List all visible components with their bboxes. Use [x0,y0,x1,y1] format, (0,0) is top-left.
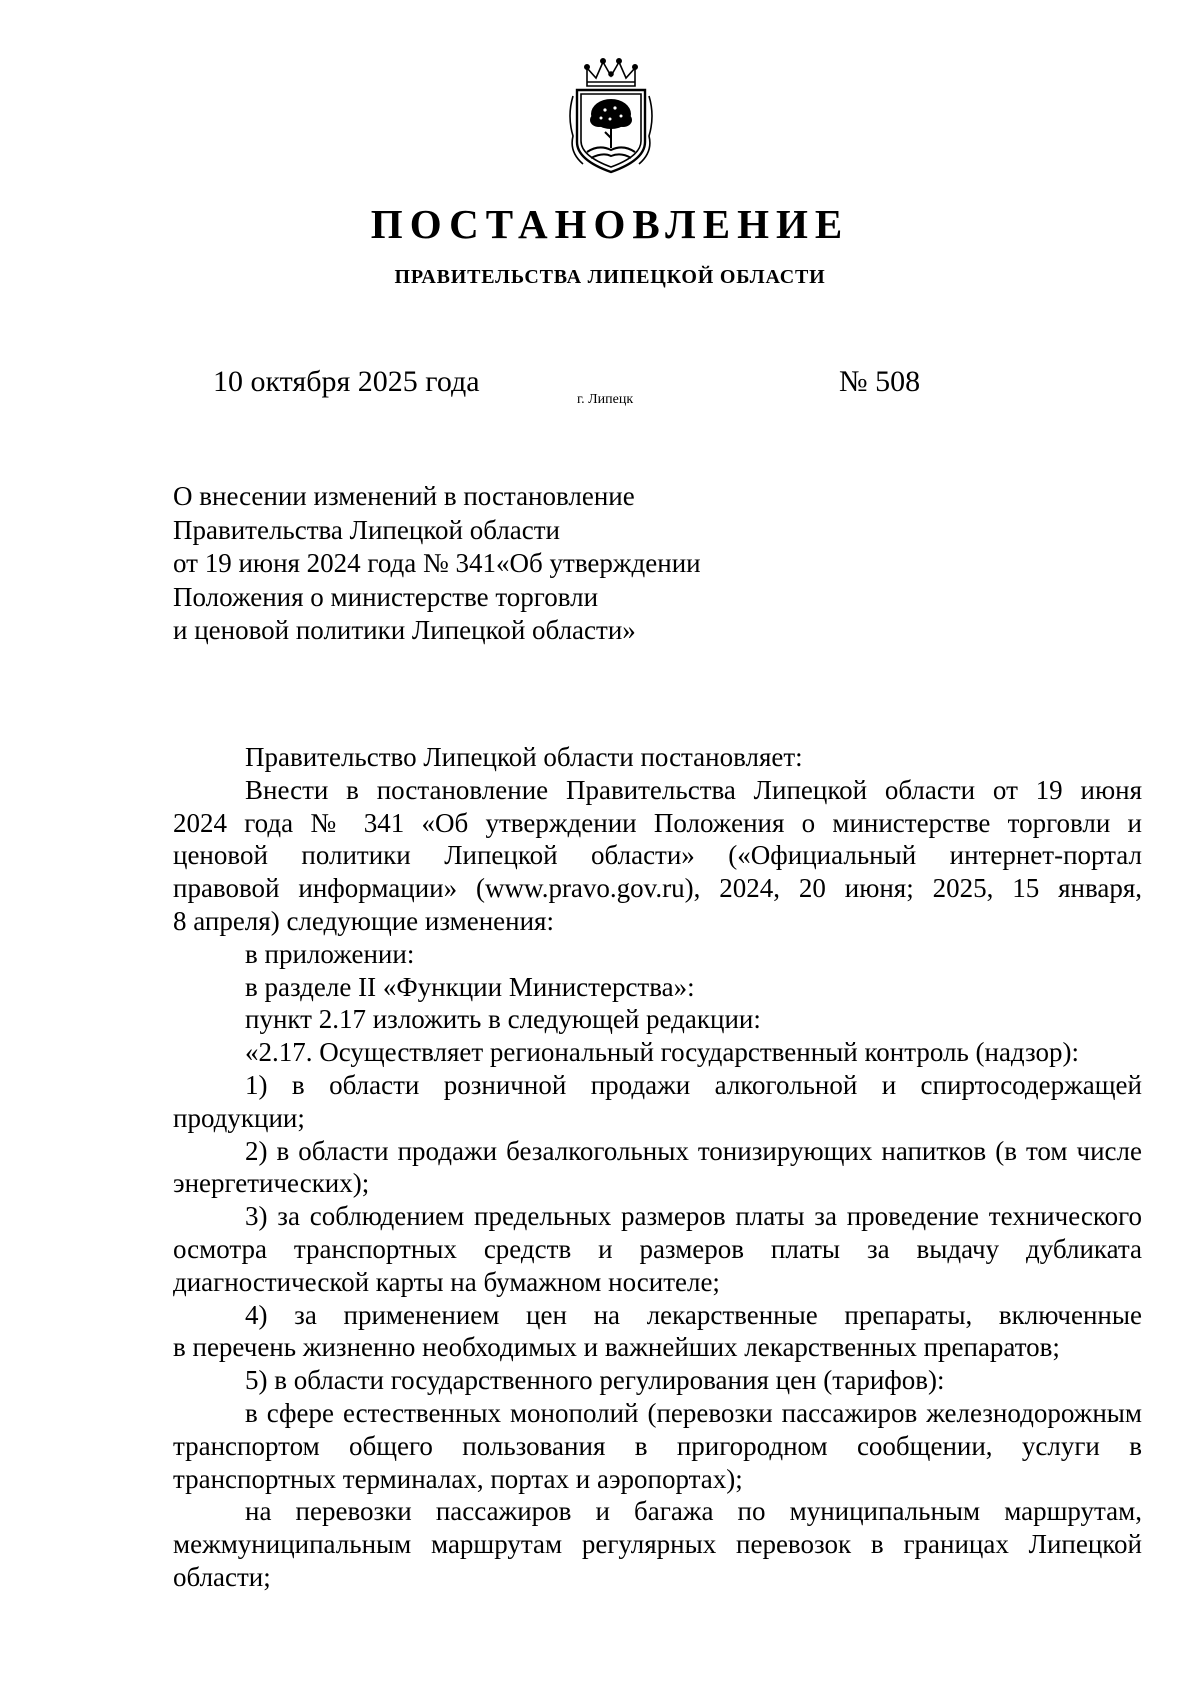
paragraph: в разделе II «Функции Министерства»: [245,971,695,1002]
paragraph: Правительство Липецкой области постановляет: [245,742,803,772]
document-city: г. Липецк [577,392,634,407]
paragraph-line: 2024 года № 341 «Об утверждении Положения о министерстве торговли и [173,807,1142,838]
paragraph-line: 4) за применением цен на лекарственные препараты, включенные [245,1299,1142,1330]
paragraph: 3) за соблюдением предельных размеров платы за проведение технического осмотра транспортных средств и размеров платы за выдачу дубликата диагностической карты на бумажном носителе; [173,1201,1142,1297]
paragraph: в приложении: [245,938,415,969]
paragraph-line: правовой информации» (www.pravo.gov.ru), 2024, 20 июня; 2025, 15 января, [173,873,1142,904]
document-body [173,741,1142,1594]
paragraph: 5) в области государственного регулирования цен (тарифов): [245,1365,945,1396]
paragraph: 1) в области розничной продажи алкогольной и спиртосодержащей продукции; [173,1069,1142,1133]
heading-line: и ценовой политики Липецкой области» [173,615,636,645]
paragraph: «2.17. Осуществляет региональный государственный контроль (надзор): [245,1037,1079,1068]
document-heading [173,480,793,648]
heading-line: от 19 июня 2024 года № 341«Об утверждении [173,548,701,578]
heading-line: Положения о министерстве торговли [173,581,599,612]
heading-line: Правительства Липецкой области [173,514,561,545]
paragraph-line: 8 апреля) следующие изменения: [173,905,554,936]
document-issuer: ПРАВИТЕЛЬСТВА ЛИПЕЦКОЙ ОБЛАСТИ [394,266,826,288]
heading-line: О внесении изменений в постановление [173,481,635,511]
paragraph-line: ценовой политики Липецкой области» («Официальный интернет-портал [173,840,1142,871]
document-title: ПОСТАНОВЛЕНИЕ [370,201,850,247]
paragraph: 2) в области продажи безалкогольных тонизирующих напитков (в том числе энергетических); [173,1135,1142,1199]
document-number: № 508 [839,365,921,398]
paragraph: на перевозки пассажиров и багажа по муниципальным маршрутам, межмуниципальным маршрутам регулярных перевозок в границах Липецкой области; [173,1496,1142,1592]
paragraph: пункт 2.17 изложить в следующей редакции: [245,1004,761,1035]
lipetsk-coat-of-arms-icon [563,56,659,178]
paragraph: в сфере естественных монополий (перевозки пассажиров железнодорожным транспортом общего пользования в пригородном сообщении, услуги в транспортных терминалах, портах и аэропортах); [173,1397,1142,1494]
paragraph-line: Внести в постановление Правительства Липецкой области от 19 июня [245,774,1142,805]
paragraph-line: в перечень жизненно необходимых и важнейших лекарственных препаратов; [173,1332,1060,1363]
document-date: 10 октября 2025 года [213,365,480,398]
